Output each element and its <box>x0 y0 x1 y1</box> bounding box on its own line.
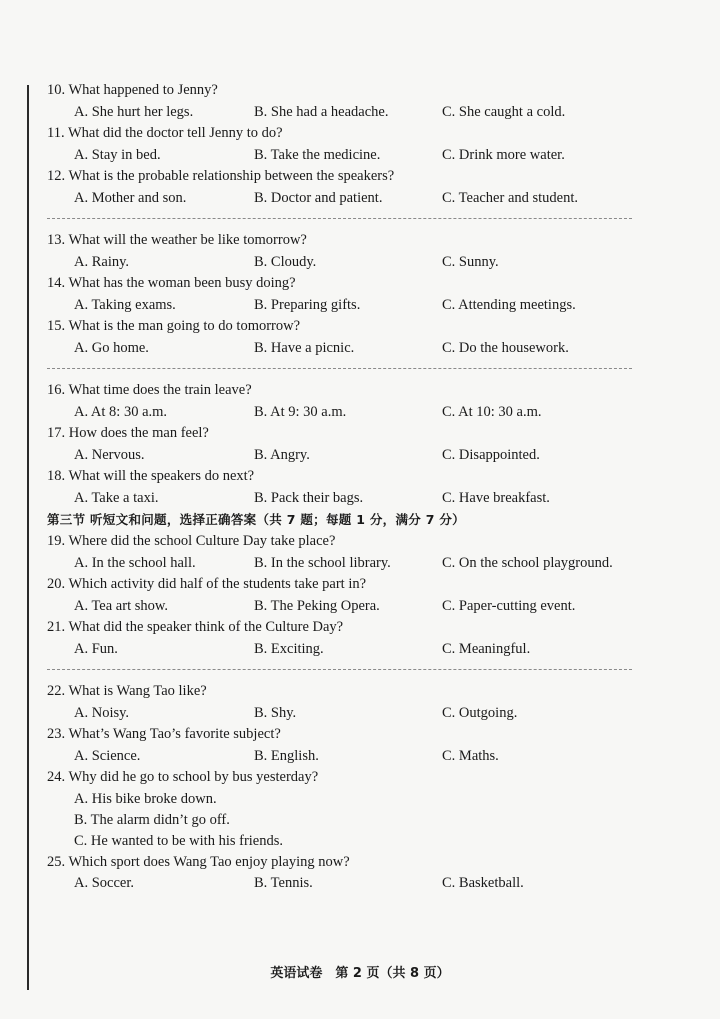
options-25 <box>47 873 637 895</box>
question-25: 25. Which sport does Wang Tao enjoy playing now? <box>47 853 350 870</box>
options-18 <box>47 488 637 510</box>
option-13-a: A. Rainy. <box>74 253 130 270</box>
option-17-c: C. Disappointed. <box>442 446 540 463</box>
option-16-a: A. At 8: 30 a.m. <box>74 403 168 420</box>
question-group-22-25 <box>47 681 637 895</box>
option-15-a: A. Go home. <box>74 339 149 356</box>
option-23-a: A. Science. <box>74 747 141 764</box>
option-21-a: A. Fun. <box>74 640 118 657</box>
option-17-a: A. Nervous. <box>74 446 145 463</box>
question-12: 12. What is the probable relationship between the speakers? <box>47 168 395 184</box>
question-21: 21. What did the speaker think of the Culture Day? <box>47 619 344 635</box>
question-group-10-12 <box>47 80 637 209</box>
option-11-a: A. Stay in bed. <box>74 146 161 163</box>
exam-page <box>47 80 637 895</box>
question-20: 20. Which activity did half of the students take part in? <box>47 576 367 592</box>
option-19-c: C. On the school playground. <box>442 554 613 571</box>
question-24: 24. Why did he go to school by bus yesterday? <box>47 769 319 785</box>
options-14 <box>47 295 637 317</box>
option-18-a: A. Take a taxi. <box>74 489 159 506</box>
option-25-b: B. Tennis. <box>254 875 313 891</box>
option-13-c: C. Sunny. <box>442 253 499 270</box>
options-23 <box>47 746 637 768</box>
question-14: 14. What has the woman been busy doing? <box>47 275 296 291</box>
option-12-a: A. Mother and son. <box>74 189 187 206</box>
dashed-divider <box>47 669 632 670</box>
option-14-a: A. Taking exams. <box>74 296 176 313</box>
dashed-divider <box>47 368 632 369</box>
options-22 <box>47 703 637 725</box>
option-16-c: C. At 10: 30 a.m. <box>442 403 542 420</box>
option-21-c: C. Meaningful. <box>442 640 531 657</box>
options-17 <box>47 445 637 467</box>
option-20-c: C. Paper-cutting event. <box>442 597 576 614</box>
option-22-b: B. Shy. <box>254 704 297 721</box>
option-15-b: B. Have a picnic. <box>254 339 355 356</box>
binding-margin-line <box>27 85 29 990</box>
options-20 <box>47 596 637 618</box>
question-15: 15. What is the man going to do tomorrow? <box>47 318 301 334</box>
question-19: 19. Where did the school Culture Day take place? <box>47 533 336 549</box>
option-19-a: A. In the school hall. <box>74 554 196 571</box>
page-footer: 英语试卷 第 2 页（共 8 页） <box>270 966 450 981</box>
option-12-c: C. Teacher and student. <box>442 189 579 206</box>
option-25-a: A. Soccer. <box>74 875 134 891</box>
options-11 <box>47 145 637 167</box>
options-15 <box>47 338 637 360</box>
option-23-c: C. Maths. <box>442 747 499 764</box>
option-17-b: B. Angry. <box>254 446 310 463</box>
option-15-c: C. Do the housework. <box>442 339 569 356</box>
question-10: 10. What happened to Jenny? <box>47 82 218 98</box>
option-11-b: B. Take the medicine. <box>254 146 381 163</box>
question-11: 11. What did the doctor tell Jenny to do? <box>47 125 283 141</box>
option-14-c: C. Attending meetings. <box>442 296 576 313</box>
question-group-19-21 <box>47 531 637 660</box>
question-13: 13. What will the weather be like tomorrow? <box>47 232 307 248</box>
option-18-b: B. Pack their bags. <box>254 489 364 506</box>
option-24-a: A. His bike broke down. <box>74 790 217 807</box>
option-10-c: C. She caught a cold. <box>442 103 566 120</box>
option-20-b: B. The Peking Opera. <box>254 597 380 614</box>
options-21 <box>47 639 637 661</box>
option-18-c: C. Have breakfast. <box>442 489 550 506</box>
option-25-c: C. Basketball. <box>442 875 524 891</box>
question-22: 22. What is Wang Tao like? <box>47 683 207 699</box>
question-23: 23. What’s Wang Tao’s favorite subject? <box>47 726 281 742</box>
option-22-a: A. Noisy. <box>74 704 130 721</box>
options-10 <box>47 102 637 124</box>
option-16-b: B. At 9: 30 a.m. <box>254 403 347 420</box>
section-3-heading: 第三节 听短文和问题，选择正确答案（共 7 题；每题 1 分，满分 7 分） <box>47 512 465 527</box>
options-12 <box>47 188 637 210</box>
options-13 <box>47 252 637 274</box>
question-group-16-18 <box>47 380 637 509</box>
option-24-b: B. The alarm didn’t go off. <box>74 811 230 828</box>
question-17: 17. How does the man feel? <box>47 425 209 441</box>
option-10-b: B. She had a headache. <box>254 103 389 120</box>
options-19 <box>47 553 637 575</box>
question-18: 18. What will the speakers do next? <box>47 468 255 484</box>
option-23-b: B. English. <box>254 747 319 764</box>
option-10-a: A. She hurt her legs. <box>74 103 194 120</box>
dashed-divider <box>47 218 632 219</box>
option-12-b: B. Doctor and patient. <box>254 189 383 206</box>
option-20-a: A. Tea art show. <box>74 597 169 614</box>
option-14-b: B. Preparing gifts. <box>254 296 361 313</box>
option-22-c: C. Outgoing. <box>442 704 518 721</box>
option-19-b: B. In the school library. <box>254 554 391 571</box>
question-16: 16. What time does the train leave? <box>47 382 252 398</box>
option-21-b: B. Exciting. <box>254 640 324 657</box>
options-16 <box>47 402 637 424</box>
option-11-c: C. Drink more water. <box>442 146 565 163</box>
question-group-13-15 <box>47 230 637 359</box>
option-13-b: B. Cloudy. <box>254 253 317 270</box>
option-24-c: C. He wanted to be with his friends. <box>74 832 284 849</box>
